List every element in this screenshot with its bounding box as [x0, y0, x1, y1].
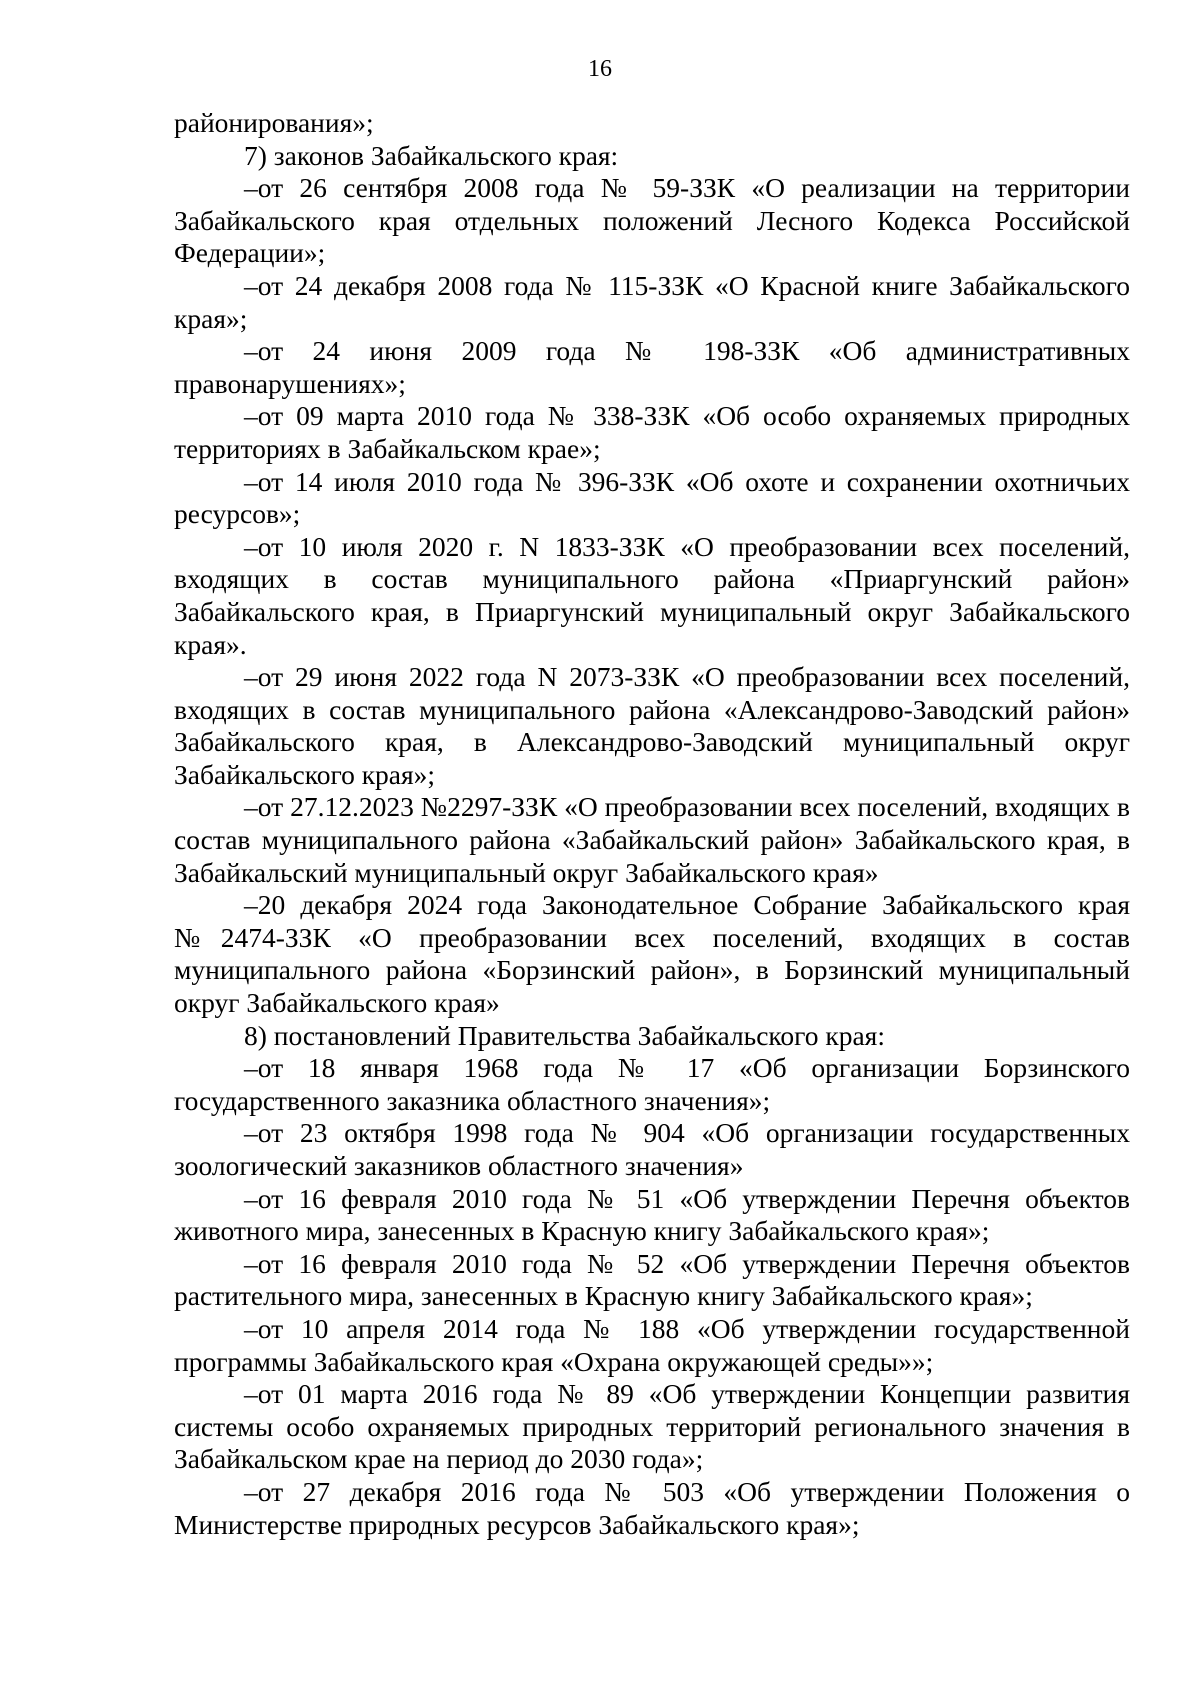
- paragraph-continuation: районирования»;: [174, 107, 374, 138]
- paragraph-resolution-188: –от 10 апреля 2014 года № 188 «Об утверждении государственной программы Забайкальского края «Охрана окружающей среды»»;: [174, 1312, 1130, 1377]
- paragraph-resolution-89: –от 01 марта 2016 года № 89 «Об утверждении Концепции развития системы особо охраняемых природных территорий регионального значения в Забайкальском крае на период до 2030 года»;: [174, 1378, 1130, 1475]
- paragraph-law-338: –от 09 марта 2010 года № 338-ЗЗК «Об особо охраняемых природных территориях в Забайкальском крае»;: [174, 400, 1130, 464]
- paragraph-resolution-503: –от 27 декабря 2016 года № 503 «Об утверждении Положения о Министерстве природных ресурсов Забайкальского края»;: [174, 1475, 1130, 1540]
- paragraph-section-8-heading: 8) постановлений Правительства Забайкальского края:: [244, 1019, 885, 1051]
- paragraph-section-7-heading: 7) законов Забайкальского края:: [244, 139, 619, 171]
- page-number: 16: [588, 56, 612, 82]
- paragraph-resolution-904: –от 23 октября 1998 года № 904 «Об организации государственных зоологический заказников областного значения»: [174, 1117, 1130, 1181]
- paragraph-law-2073: –от 29 июня 2022 года N 2073-ЗЗК «О преобразовании всех поселений, входящих в состав муниципального района «Александрово-Заводский район» Забайкальского края, в Александрово-Заводский муниципальный округ Забайкальского края»;: [174, 661, 1130, 790]
- paragraph-law-198: –от 24 июня 2009 года № 198-ЗЗК «Об административных правонарушениях»;: [174, 335, 1130, 399]
- paragraph-resolution-51: –от 16 февраля 2010 года № 51 «Об утверждении Перечня объектов животного мира, занесенных в Красную книгу Забайкальского края»;: [174, 1182, 1130, 1247]
- paragraph-law-2474: –20 декабря 2024 года Законодательное Собрание Забайкальского края №2474-ЗЗК «О преобразовании всех поселений, входящих в состав муниципального района «Борзинский район», в Борзинский муниципальный округ Забайкальского края»: [174, 889, 1130, 1019]
- paragraph-law-1833: –от 10 июля 2020 г. N 1833-ЗЗК «О преобразовании всех поселений, входящих в состав муниципального района «Приаргунский район» Забайкальского края, в Приаргунский муниципальный округ Забайкальского края».: [174, 530, 1130, 660]
- paragraph-law-2297: –от 27.12.2023 №2297-ЗЗК «О преобразовании всех поселений, входящих в состав муниципального района «Забайкальский район» Забайкальского края, в Забайкальский муниципальный округ Забайкальского края»: [174, 791, 1130, 888]
- document-body: [174, 107, 1130, 1541]
- paragraph-law-396: –от 14 июля 2010 года № 396-ЗЗК «Об охоте и сохранении охотничьих ресурсов»;: [174, 465, 1130, 530]
- paragraph-resolution-17: –от 18 января 1968 года № 17 «Об организации Борзинского государственного заказника областного значения»;: [174, 1052, 1130, 1116]
- paragraph-resolution-52: –от 16 февраля 2010 года № 52 «Об утверждении Перечня объектов растительного мира, занесенных в Красную книгу Забайкальского края»;: [174, 1247, 1130, 1312]
- paragraph-law-59: –от 26 сентября 2008 года № 59-ЗЗК «О реализации на территории Забайкальского края отдельных положений Лесного Кодекса Российской Федерации»;: [174, 172, 1130, 269]
- paragraph-law-115: –от 24 декабря 2008 года № 115-ЗЗК «О Красной книге Забайкальского края»;: [174, 269, 1130, 334]
